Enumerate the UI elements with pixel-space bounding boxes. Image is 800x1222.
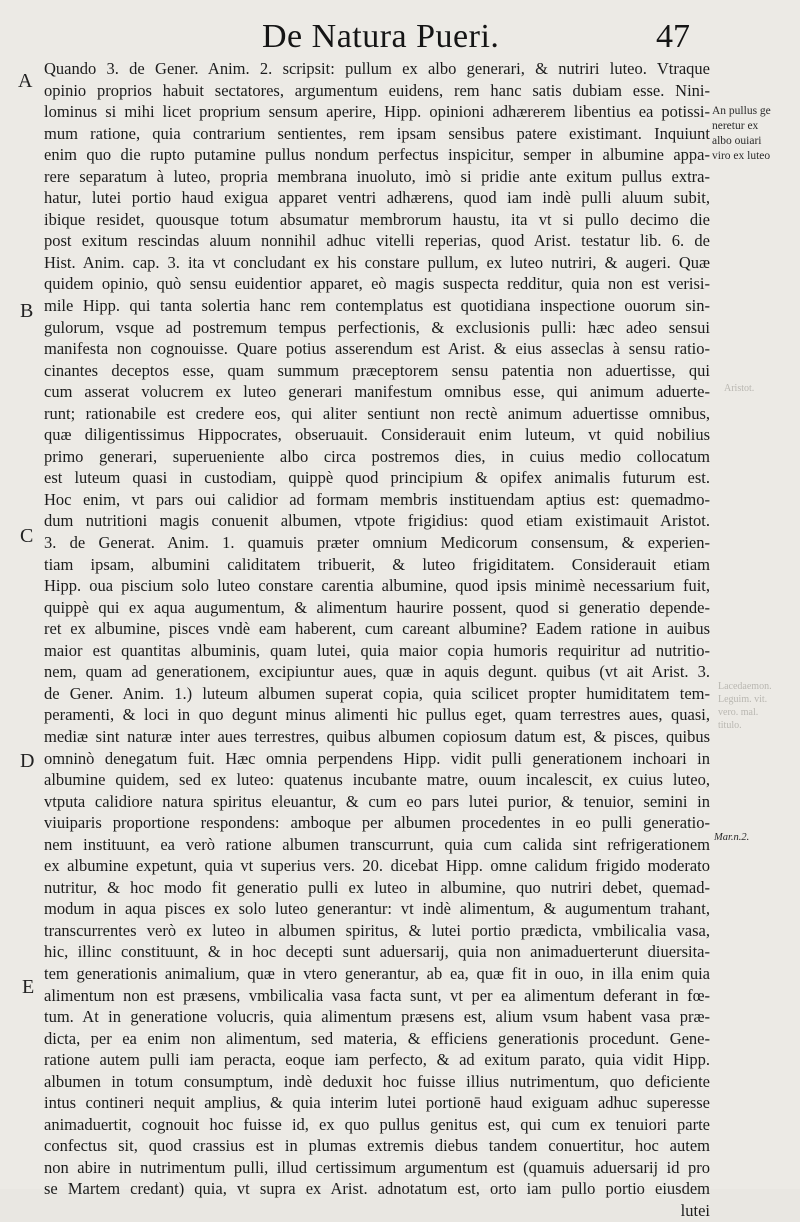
text-line: quæ diligentissimus Hippocrates, obseruauit. Considerauit enim luteum, vt quid nobilius: [44, 425, 710, 445]
text-line: alimentum non est præsens, vmbilicalia vasa facta sunt, vt per ea alimentum deferant in fœ-: [44, 985, 710, 1005]
text-line: enim quo die rupto putamine pullus nondum perfectus inspicitur, semper in albumine appa-: [44, 145, 710, 165]
text-line: omninò denegatum fuit. Hæc omnia perpendens Hipp. vidit pulli generationem inchoari in: [44, 748, 710, 768]
margin-note: [712, 104, 796, 164]
text-line: cinantes deceptos esse, quam summum præceptorem sensu patentia non aduertisse, qui: [44, 360, 710, 380]
text-line: dum nutritioni magis conuenit albumen, vtpote frigidius: quod etiam existimauit Aristot.: [44, 511, 710, 531]
text-line: viuiparis proportione respondens: amboque per albumen procedentes in eo pulli generatio-: [44, 813, 710, 833]
text-line: de Gener. Anim. 1.) luteum albumen superat copia, quia scilicet propter humiditatem tem-: [44, 683, 710, 703]
text-line: tiam ipsam, albumini caliditatem tribuerit, & luteo frigiditatem. Considerauit etiam: [44, 554, 710, 574]
running-title: De Natura Pueri.: [262, 18, 500, 55]
margin-reference: Mar.n.2.: [714, 832, 750, 843]
text-line: peramenti, & loci in quo degunt minus alimenti hic pullus eget, quam terrestres aues, quasi,: [44, 705, 710, 725]
text-line: gulorum, vsque ad postremum tempus perfectionis, & exclusionis pulli: hæc adeo sensui: [44, 317, 710, 337]
text-line: Hoc enim, vt pars oui calidior ad formam membris instituendam aptius est: quemadmo-: [44, 489, 710, 509]
text-line: nem, quam ad generationem, excipiuntur aues, quæ in aquis degunt. quibus (vt ait Arist. 3.: [44, 662, 710, 682]
text-line: lutei: [680, 1200, 710, 1220]
margin-letter-b: B: [20, 300, 34, 322]
text-line: mum ratione, quia contrarium sentientes, rem ipsam sensibus patere existimant. Inquiunt: [44, 123, 710, 143]
text-line: tem generationis animalium, quæ in vtero generantur, ab ea, quæ fit in ouo, in illa enim quia: [44, 963, 710, 983]
running-head: [0, 14, 800, 64]
text-line: 3. de Generat. Anim. 1. quamuis præter omnium Medicorum consensum, & experien-: [44, 533, 710, 553]
text-line: confectus sit, quod crassius est in plumas extremis diebus tandem conuertitur, hoc autem: [44, 1136, 710, 1156]
margin-letter-c: C: [20, 525, 34, 547]
text-line: rere separatum à luteo, propria membrana inuoluto, imò si pridie ante exitum pullus extra-: [44, 166, 710, 186]
show-through-line: Leguim. vit.: [718, 694, 768, 705]
text-line: non abire in nutrimentum pulli, illud certissimum argumentum est (quamuis aduersarij id pro: [44, 1157, 710, 1177]
text-line: ex albumine expetunt, quia vt superius vers. 20. dicebat Hipp. omne calidum frigido moderato: [44, 856, 710, 876]
text-line: opinio proprios habuit sectatores, argumentum euidens, rem hanc satis dubiam esse. Nini-: [44, 80, 710, 100]
text-line: tum. At in generatione volucris, quia alimentum præsens est, alium vsum habent vasa præ-: [44, 1007, 710, 1027]
text-line: nutritur, & hoc modo fit generatio pulli ex luteo in albumine, quo nutriri debet, quemad-: [44, 877, 710, 897]
text-line: primo generari, superueniente albo circa postremos dies, in cuius medio collocatum: [44, 446, 710, 466]
margin-letter-d: D: [20, 750, 35, 772]
text-line: cum asserat volucrem ex luteo generari manifestum omnibus esse, qui animum aduerte-: [44, 382, 710, 402]
margin-letter-e: E: [22, 976, 35, 998]
text-line: se Martem credant) quia, vt supra ex Arist. adnotatum est, orto iam pullo portio eiusdem: [44, 1179, 710, 1199]
text-line: Quando 3. de Gener. Anim. 2. scripsit: pullum ex albo generari, & nutriri luteo. Vtraque: [44, 59, 710, 78]
body-text: [44, 58, 710, 1222]
text-line: transcurrentes verò ex luteo in albumen spiritus, & lutei portio prædicta, vmbilicalia vasa,: [44, 920, 710, 940]
show-through-block: [718, 680, 796, 732]
show-through-line: vero. mal.: [718, 707, 759, 718]
text-line: vtputa calidiore natura spiritus eleuantur, & cum eo pars lutei purior, & tenuior, semini in: [44, 791, 710, 811]
text-line: runt; rationabile est credere eos, qui aliter sentiunt non rectè animum aduertisse omnibus,: [44, 403, 710, 423]
text-line: hatur, lutei portio haud exigua apparet ventri adhærens, quod iam indè pulli aluum subit,: [44, 188, 710, 208]
text-line: animaduertit, cognouit hoc fuisse id, ex quo pullus genitus est, qui cum ex tenuiori parte: [44, 1114, 710, 1134]
text-line: lominus si mihi licet proprium sensum aperire, Hipp. opinioni adhærerem libentius ea potissi-: [44, 102, 710, 122]
text-line: dicta, per ea enim non alimentum, sed materia, & efficiens generationis procedunt. Gene-: [44, 1028, 710, 1048]
text-line: Hist. Anim. cap. 3. ita vt concludant ex his constare pullum, ex luteo nutriri, & augeri. Quæ: [44, 252, 710, 272]
text-line: ret ex albumine, pisces vndè eam haberent, cum careant albumine? Eadem ratione in auibus: [44, 619, 710, 639]
show-through-text: Aristot.: [724, 383, 755, 394]
text-line: ratione autem pulli iam peracta, eoque iam perfecto, & ad exitum parato, quia vidit Hipp.: [44, 1050, 710, 1070]
show-through-line: titulo.: [718, 720, 742, 731]
margin-note-line: albo ouiari: [712, 135, 762, 147]
margin-letter-a: A: [18, 70, 33, 92]
text-line: Hipp. oua piscium solo luteo constare carentia albumine, quod ipsis minimè necessarium fuit,: [44, 576, 710, 596]
text-line: albumine quidem, sed ex luteo: quatenus incubante matre, ouum incalescit, ex cuius luteo,: [44, 770, 710, 790]
text-line: albumen in totum consumptum, indè deduxit hoc fuisse illius nutrimentum, quo deficiente: [44, 1071, 710, 1091]
text-line: modum in aqua pisces ex solo luteo generantur: vt indè alimentum, & augumentum trahant,: [44, 899, 710, 919]
text-line: post exitum rescindas aluum nonnihil adhuc vitelli reperias, quod Arist. testatur lib. 6. de: [44, 231, 710, 251]
text-line: intus contineri nequit amplius, & quia interim lutei portionē haud exiguam adhuc superesse: [44, 1093, 710, 1113]
text-line: maior est quantitas albuminis, quam lutei, quia maior copia humoris requiritur ad nutritio-: [44, 640, 710, 660]
text-line: manifesta non cognouisse. Quare potius asserendum est Arist. & eius asseclas à sensu ratio-: [44, 339, 710, 359]
text-line: mediæ sint naturæ inter aues terrestres, quibus albumen copiosum datum est, & pisces, quibus: [44, 726, 710, 746]
margin-note-line: viro ex luteo: [712, 150, 771, 162]
text-line: mile Hipp. qui tanta solertia hanc rem contemplatus est quotidiana inspectione ouorum sin-: [44, 296, 710, 316]
show-through-line: Lacedaemon.: [718, 681, 772, 692]
text-line: est luteum quasi in custodiam, quippè quod principium & opifex animalis futurum est.: [44, 468, 710, 488]
text-line: ibique residet, quousque totum absumatur membrorum haustu, ita vt si pullo decimo die: [44, 209, 710, 229]
text-line: quippè qui ex aqua augumentum, & alimentum haurire possent, quod si generatio depende-: [44, 597, 710, 617]
text-line: hic, illinc constituunt, & in hoc decepti sunt aduersarij, quia non animaduerterunt diuersita-: [44, 942, 710, 962]
margin-note-line: An pullus ge: [712, 105, 771, 117]
text-line: quidem opinio, quò sensu euidentior apparet, eò magis suspecta redditur, quia non est verisi-: [44, 274, 710, 294]
margin-note-line: neretur ex: [712, 120, 759, 132]
text-line: nem instituunt, ea verò ratione albumen transcurrunt, quia cum calida sint refrigerationem: [44, 834, 710, 854]
page-number: 47: [656, 18, 690, 55]
